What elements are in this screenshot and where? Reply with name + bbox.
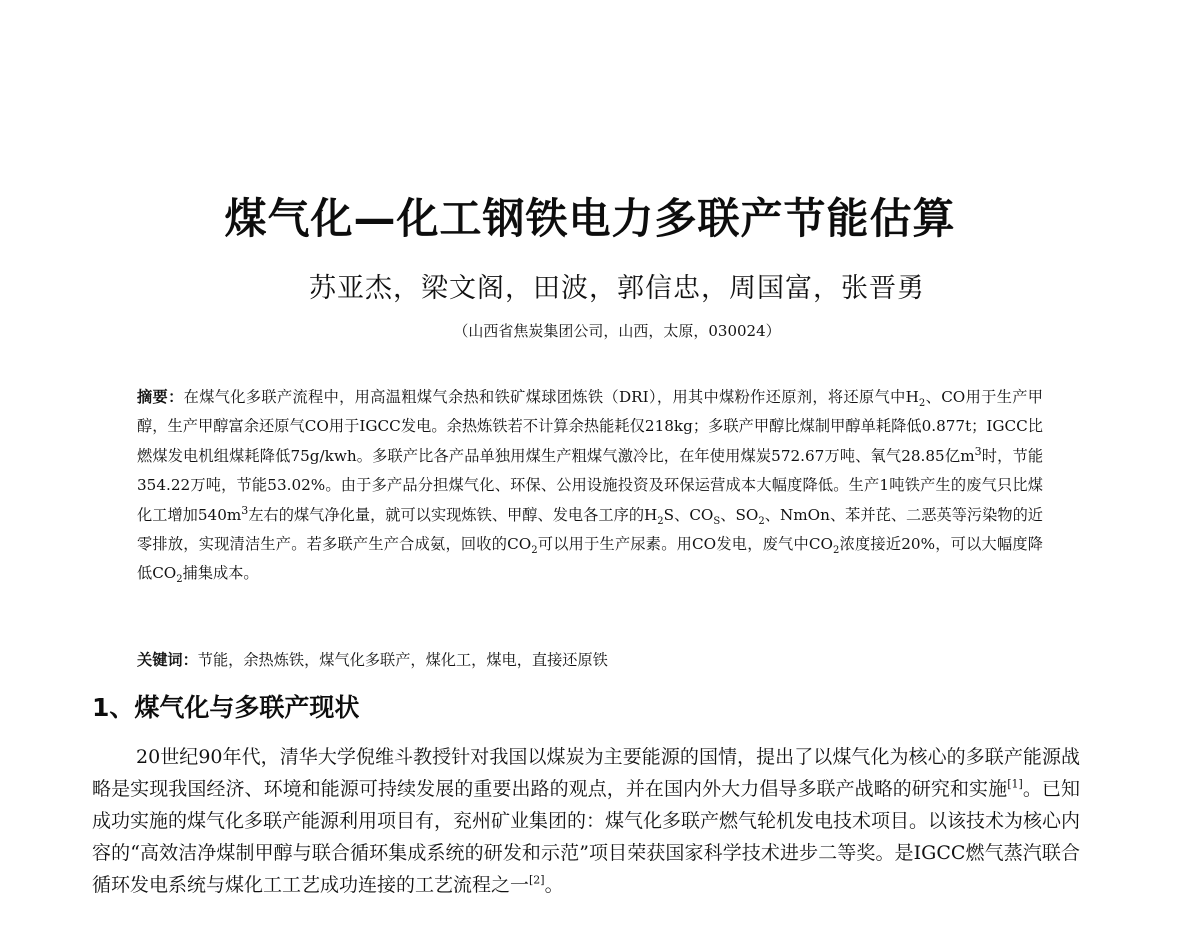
body-paragraph [92,741,1080,901]
superscript: 3 [974,444,982,458]
author-affiliation: （山西省焦炭集团公司，山西，太原，030024） [453,322,781,340]
subscript: 2 [176,574,183,586]
abstract-text: 时，节能354.22万吨，节能53.02%。由于多产品分担煤气化、环保、公用设施投资及环保运营成本大幅度降低。生产1吨铁产生的废气只比煤化工增加540m [137,446,1044,524]
abstract-text: 浓度接近20%，可以大幅度降低CO [137,535,1043,583]
citation-ref: [1] [1007,777,1023,791]
subscript: 2 [832,545,840,557]
subscript: 2 [918,398,926,410]
section-heading: 1、煤气化与多联产现状 [92,693,360,722]
abstract-text: 、SO [720,505,759,524]
abstract-text: 捕集成本。 [182,564,259,583]
paragraph-text: 。已知成功实施的煤气化多联产能源利用项目有，兖州矿业集团的：煤气化多联产燃气轮机发电技术项目。以该技术为核心内容的“高效洁净煤制甲醇与联合循环集成系统的研发和示范”项目荣获国家科学技术进步二等奖。是IGCC燃气蒸汽联合循环发电系统与煤化工工艺成功连接的工艺流程之一 [92,778,1081,896]
paragraph-text: 。 [544,874,564,896]
abstract-text: 可以用于生产尿素。用CO发电，废气中CO [537,535,833,554]
subscript: 2 [531,545,538,557]
subscript: 2 [657,515,664,527]
citation-ref: [2] [529,873,545,887]
paragraph-text: 20世纪90年代，清华大学倪维斗教授针对我国以煤炭为主要能源的国情，提出了以煤气化为核心的多联产能源战略是实现我国经济、环境和能源可持续发展的重要出路的观点，并在国内外大力倡导多联产战略的研究和实施 [92,746,1080,800]
superscript: 3 [241,503,249,517]
paper-title: 煤气化—化工钢铁电力多联产节能估算 [224,194,956,244]
abstract-text: 左右的煤气净化量，就可以实现炼铁、甲醇、发电各工序的H [248,505,658,524]
abstract-text: 在煤气化多联产流程中，用高温粗煤气余热和铁矿煤球团炼铁（DRI），用其中煤粉作还原剂，将还原气中H [183,388,919,406]
abstract-text: 、NmOn、苯并芘、二恶英等污染物的近零排放，实现清洁生产。若多联产生产合成氨，回收的CO [137,505,1043,554]
abstract-label: 摘要： [137,388,184,406]
abstract-text: S、CO [663,505,714,524]
keywords-text: 节能，余热炼铁，煤气化多联产，煤化工，煤电，直接还原铁 [197,651,608,669]
keywords [137,646,1043,675]
subscript: 2 [758,515,765,527]
abstract-text: 、CO用于生产甲醇，生产甲醇富余还原气CO用于IGCC发电。余热炼铁若不计算余热能耗仅218kg；多联产甲醇比煤制甲醇单耗降低0.877t；IGCC比燃煤发电机组煤耗降低75g/kwh。多联产比各产品单独用煤生产粗煤气激冷比，在年使用煤炭572.67万吨、氧气28.85亿m [137,388,1043,465]
abstract [137,383,1043,589]
author-list: 苏亚杰，梁文阁，田波，郭信忠，周国富，张晋勇 [309,273,925,304]
subscript: S [713,515,721,527]
keywords-label: 关键词： [137,651,198,669]
